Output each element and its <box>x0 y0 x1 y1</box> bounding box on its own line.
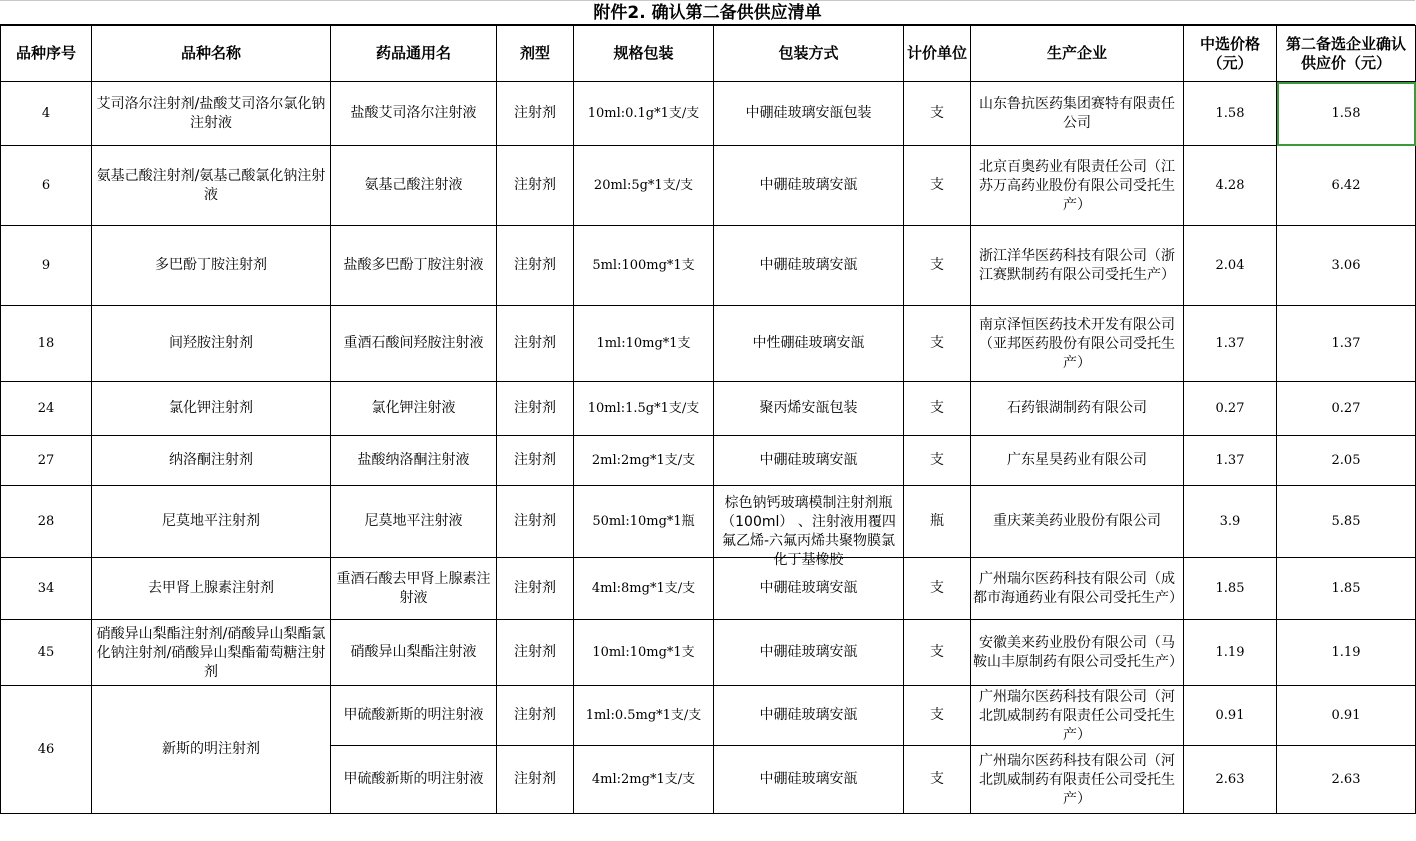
generic-name-cell-text: 盐酸艾司洛尔注射液 <box>350 105 477 121</box>
manufacturer-cell-text: 南京泽恒医药技术开发有限公司 （亚邦医药股份有限公司受托生产） <box>979 316 1175 371</box>
packaging-cell-text: 中硼硅玻璃安瓿 <box>759 257 858 273</box>
item-number-cell[interactable] <box>1 146 92 226</box>
generic-name-cell-text: 盐酸纳洛酮注射液 <box>357 452 470 468</box>
product-name-cell[interactable] <box>92 306 331 382</box>
header-cell[interactable]: 计价单位 <box>904 26 971 82</box>
manufacturer-cell[interactable] <box>971 382 1184 436</box>
no-text: 6 <box>41 178 51 193</box>
name-text: 纳洛酮注射剂 <box>169 452 253 468</box>
backup-price-cell-text: 5.85 <box>1331 514 1361 529</box>
unit-cell-text: 瓶 <box>930 513 944 529</box>
manufacturer-cell[interactable] <box>971 620 1184 686</box>
backup-price-cell-text: 3.06 <box>1331 258 1361 273</box>
unit-cell-text: 支 <box>930 644 944 660</box>
dosage-form-cell[interactable] <box>497 306 574 382</box>
item-number-cell[interactable] <box>1 558 92 620</box>
price-cell-text: 3.9 <box>1219 514 1241 529</box>
unit-cell[interactable] <box>904 82 971 146</box>
generic-name-cell[interactable] <box>331 382 497 436</box>
name-text: 间羟胺注射剂 <box>169 335 253 351</box>
generic-name-cell-text: 氨基己酸注射液 <box>364 177 463 193</box>
backup-price-cell[interactable] <box>1277 436 1416 486</box>
packaging-cell-text: 中硼硅玻璃安瓿 <box>759 644 858 660</box>
unit-cell-text: 支 <box>930 771 944 787</box>
backup-price-cell[interactable] <box>1277 226 1416 306</box>
price-cell[interactable] <box>1184 486 1277 558</box>
dosage-form-cell-text: 注射剂 <box>514 707 556 723</box>
packaging-cell-text: 中硼硅玻璃安瓿包装 <box>745 105 872 121</box>
dosage-form-cell[interactable] <box>497 146 574 226</box>
backup-price-cell[interactable] <box>1277 558 1416 620</box>
spec-cell-text: 50ml:10mg*1瓶 <box>592 514 695 529</box>
packaging-cell[interactable] <box>714 686 904 746</box>
name-text: 艾司洛尔注射剂/盐酸艾司洛尔氯化钠注射液 <box>96 95 326 131</box>
table-row <box>1 486 1416 558</box>
price-cell[interactable] <box>1184 146 1277 226</box>
unit-cell[interactable] <box>904 146 971 226</box>
manufacturer-cell-text: 浙江洋华医药科技有限公司（浙江赛默制药有限公司受托生产） <box>979 247 1175 283</box>
spec-cell[interactable] <box>574 436 714 486</box>
packaging-cell-text: 中性硼硅玻璃安瓿 <box>752 335 865 351</box>
dosage-form-cell-text: 注射剂 <box>514 580 556 596</box>
spec-cell-text: 2ml:2mg*1支/支 <box>591 453 696 468</box>
dosage-form-cell[interactable] <box>497 686 574 746</box>
spec-cell[interactable] <box>574 620 714 686</box>
packaging-cell-text: 中硼硅玻璃安瓿 <box>759 771 858 787</box>
packaging-cell[interactable] <box>714 382 904 436</box>
unit-cell-text: 支 <box>930 105 944 121</box>
dosage-form-cell-text: 注射剂 <box>514 644 556 660</box>
packaging-cell-text: 聚丙烯安瓿包装 <box>759 400 858 416</box>
unit-cell-text: 支 <box>930 452 944 468</box>
spec-cell[interactable] <box>574 486 714 558</box>
price-cell[interactable] <box>1184 746 1277 814</box>
spec-cell-text: 10ml:1.5g*1支/支 <box>587 401 700 416</box>
price-cell[interactable] <box>1184 306 1277 382</box>
price-cell[interactable] <box>1184 620 1277 686</box>
generic-name-cell[interactable] <box>331 146 497 226</box>
no-text: 34 <box>37 581 55 596</box>
unit-cell-text: 支 <box>930 177 944 193</box>
item-number-cell[interactable] <box>1 226 92 306</box>
dosage-form-cell-text: 注射剂 <box>514 105 556 121</box>
spec-cell[interactable] <box>574 226 714 306</box>
header-cell[interactable]: 剂型 <box>497 26 574 82</box>
unit-cell[interactable] <box>904 558 971 620</box>
backup-price-cell-text: 1.58 <box>1331 106 1361 121</box>
dosage-form-cell[interactable] <box>497 226 574 306</box>
table-row <box>1 558 1416 620</box>
item-number-cell[interactable] <box>1 686 92 814</box>
backup-price-cell-text: 1.85 <box>1331 581 1361 596</box>
item-number-cell[interactable] <box>1 620 92 686</box>
no-text: 9 <box>41 258 51 273</box>
generic-name-cell[interactable] <box>331 686 497 746</box>
dosage-form-cell-text: 注射剂 <box>514 452 556 468</box>
price-cell-text: 1.19 <box>1215 645 1245 660</box>
unit-cell-text: 支 <box>930 707 944 723</box>
generic-name-cell[interactable] <box>331 746 497 814</box>
spec-cell-text: 10ml:0.1g*1支/支 <box>587 106 700 121</box>
backup-price-cell-text: 2.05 <box>1331 453 1361 468</box>
packaging-cell[interactable] <box>714 226 904 306</box>
packaging-cell[interactable] <box>714 306 904 382</box>
price-cell[interactable] <box>1184 558 1277 620</box>
no-text: 18 <box>37 336 55 351</box>
generic-name-cell-text: 甲硫酸新斯的明注射液 <box>343 707 484 723</box>
manufacturer-cell-text: 广东星昊药业有限公司 <box>1007 452 1147 468</box>
header-cell[interactable]: 品种序号 <box>1 26 92 82</box>
packaging-cell-text: 中硼硅玻璃安瓿 <box>759 580 858 596</box>
manufacturer-cell-text: 北京百奥药业有限责任公司（江苏万高药业股份有限公司受托生产） <box>979 158 1175 213</box>
manufacturer-cell[interactable] <box>971 746 1184 814</box>
item-number-cell[interactable] <box>1 436 92 486</box>
dosage-form-cell-text: 注射剂 <box>514 177 556 193</box>
packaging-cell[interactable] <box>714 746 904 814</box>
packaging-cell[interactable] <box>714 82 904 146</box>
generic-name-cell-text: 氯化钾注射液 <box>371 400 456 416</box>
price-cell-text: 2.63 <box>1215 772 1245 787</box>
spec-cell-text: 4ml:8mg*1支/支 <box>591 581 696 596</box>
product-name-cell[interactable] <box>92 620 331 686</box>
product-name-cell[interactable] <box>92 382 331 436</box>
dosage-form-cell[interactable] <box>497 382 574 436</box>
no-text: 28 <box>37 514 55 529</box>
packaging-cell-text: 中硼硅玻璃安瓿 <box>759 177 858 193</box>
spec-cell[interactable] <box>574 558 714 620</box>
dosage-form-cell[interactable] <box>497 746 574 814</box>
packaging-cell[interactable] <box>714 146 904 226</box>
header-cell[interactable]: 第二备选企业确认供应价（元） <box>1277 26 1416 82</box>
no-text: 45 <box>37 645 55 660</box>
name-text: 硝酸异山梨酯注射剂/硝酸异山梨酯氯化钠注射剂/硝酸异山梨酯葡萄糖注射剂 <box>96 625 326 680</box>
packaging-cell[interactable] <box>714 486 904 568</box>
table-row <box>1 436 1416 486</box>
manufacturer-cell-text: 石药银湖制药有限公司 <box>1007 400 1147 416</box>
price-cell-text: 1.37 <box>1215 336 1245 351</box>
spec-cell-text: 10ml:10mg*1支 <box>592 645 695 660</box>
manufacturer-cell[interactable] <box>971 486 1184 558</box>
header-cell[interactable]: 包装方式 <box>714 26 904 82</box>
product-name-cell[interactable] <box>92 226 331 306</box>
manufacturer-cell-text: 广州瑞尔医药科技有限公司（成都市海通药业有限公司受托生产） <box>973 570 1183 606</box>
manufacturer-cell-text: 安徽美来药业股份有限公司（马鞍山丰原制药有限公司受托生产） <box>973 634 1183 670</box>
table-row <box>1 226 1416 306</box>
dosage-form-cell-text: 注射剂 <box>514 513 556 529</box>
backup-price-cell-text: 6.42 <box>1331 178 1361 193</box>
backup-price-cell-text: 0.27 <box>1331 401 1361 416</box>
backup-price-cell-text: 0.91 <box>1331 708 1361 723</box>
unit-cell-text: 支 <box>930 580 944 596</box>
header-cell[interactable]: 中选价格（元） <box>1184 26 1277 82</box>
item-number-cell[interactable] <box>1 82 92 146</box>
packaging-cell-text: 棕色钠钙玻璃模制注射剂瓶 （100ml） 、注射液用覆四氟乙烯-六氟丙烯共聚物膜氯化丁基橡胶 <box>721 494 896 568</box>
no-text: 46 <box>37 742 55 757</box>
manufacturer-cell[interactable] <box>971 226 1184 306</box>
price-cell[interactable] <box>1184 436 1277 486</box>
name-text: 新斯的明注射剂 <box>162 741 260 757</box>
unit-cell[interactable] <box>904 436 971 486</box>
packaging-cell[interactable] <box>714 436 904 486</box>
spec-cell[interactable] <box>574 746 714 814</box>
no-text: 27 <box>37 453 55 468</box>
name-text: 氯化钾注射剂 <box>169 400 253 416</box>
table-row <box>1 620 1416 686</box>
generic-name-cell[interactable] <box>331 306 497 382</box>
no-text: 24 <box>37 401 55 416</box>
spec-cell[interactable] <box>574 146 714 226</box>
dosage-form-cell[interactable] <box>497 558 574 620</box>
unit-cell[interactable] <box>904 382 971 436</box>
price-cell-text: 0.91 <box>1215 708 1245 723</box>
backup-price-cell[interactable] <box>1277 620 1416 686</box>
product-name-cell[interactable] <box>92 146 331 226</box>
item-number-cell[interactable] <box>1 306 92 382</box>
packaging-cell-text: 中硼硅玻璃安瓿 <box>759 452 858 468</box>
backup-price-cell[interactable] <box>1277 82 1416 146</box>
generic-name-cell[interactable] <box>331 558 497 620</box>
name-text: 多巴酚丁胺注射剂 <box>155 257 267 273</box>
dosage-form-cell[interactable] <box>497 82 574 146</box>
price-cell-text: 4.28 <box>1215 178 1245 193</box>
price-cell-text: 1.58 <box>1215 106 1245 121</box>
manufacturer-cell-text: 山东鲁抗医药集团赛特有限责任公司 <box>979 95 1175 131</box>
generic-name-cell-text: 尼莫地平注射液 <box>364 513 463 529</box>
backup-price-cell[interactable] <box>1277 686 1416 746</box>
price-cell[interactable] <box>1184 686 1277 746</box>
manufacturer-cell[interactable] <box>971 306 1184 382</box>
generic-name-cell-text: 重酒石酸间羟胺注射液 <box>343 335 484 351</box>
product-name-cell[interactable] <box>92 486 331 558</box>
name-text: 去甲肾上腺素注射剂 <box>148 580 274 596</box>
manufacturer-cell-text: 广州瑞尔医药科技有限公司（河北凯威制药有限责任公司受托生产） <box>979 688 1175 743</box>
price-cell-text: 2.04 <box>1215 258 1245 273</box>
dosage-form-cell-text: 注射剂 <box>514 257 556 273</box>
manufacturer-cell[interactable] <box>971 82 1184 146</box>
product-name-cell[interactable] <box>92 558 331 620</box>
unit-cell-text: 支 <box>930 257 944 273</box>
spec-cell-text: 5ml:100mg*1支 <box>592 258 695 273</box>
generic-name-cell-text: 盐酸多巴酚丁胺注射液 <box>343 257 484 273</box>
backup-price-cell[interactable] <box>1277 746 1416 814</box>
manufacturer-cell[interactable] <box>971 146 1184 226</box>
product-name-cell[interactable] <box>92 686 331 814</box>
name-text: 尼莫地平注射剂 <box>162 513 260 529</box>
backup-price-cell[interactable] <box>1277 382 1416 436</box>
unit-cell[interactable] <box>904 686 971 746</box>
header-cell[interactable]: 规格包装 <box>574 26 714 82</box>
supply-table <box>0 25 1416 814</box>
product-name-cell[interactable] <box>92 436 331 486</box>
generic-name-cell[interactable] <box>331 226 497 306</box>
name-text: 氨基己酸注射剂/氨基己酸氯化钠注射液 <box>96 167 326 203</box>
backup-price-cell[interactable] <box>1277 306 1416 382</box>
dosage-form-cell-text: 注射剂 <box>514 335 556 351</box>
unit-cell[interactable] <box>904 226 971 306</box>
spec-cell-text: 4ml:2mg*1支/支 <box>591 772 696 787</box>
spec-cell[interactable] <box>574 82 714 146</box>
header-cell[interactable]: 生产企业 <box>971 26 1184 82</box>
backup-price-cell-text: 1.37 <box>1331 336 1361 351</box>
dosage-form-cell-text: 注射剂 <box>514 771 556 787</box>
generic-name-cell-text: 重酒石酸去甲肾上腺素注射液 <box>336 570 491 606</box>
sheet-title: 附件2. 确认第二备供供应清单 <box>0 0 1415 25</box>
generic-name-cell-text: 甲硫酸新斯的明注射液 <box>343 771 484 787</box>
header-row <box>1 26 1416 82</box>
packaging-cell-text: 中硼硅玻璃安瓿 <box>759 707 858 723</box>
backup-price-cell[interactable] <box>1277 146 1416 226</box>
table-row <box>1 382 1416 436</box>
spec-cell-text: 1ml:0.5mg*1支/支 <box>585 708 702 723</box>
table-row <box>1 306 1416 382</box>
spec-cell[interactable] <box>574 382 714 436</box>
generic-name-cell[interactable] <box>331 82 497 146</box>
price-cell-text: 0.27 <box>1215 401 1245 416</box>
header-cell[interactable]: 药品通用名 <box>331 26 497 82</box>
unit-cell[interactable] <box>904 746 971 814</box>
backup-price-cell[interactable] <box>1277 486 1416 558</box>
unit-cell-text: 支 <box>930 335 944 351</box>
price-cell[interactable] <box>1184 226 1277 306</box>
manufacturer-cell[interactable] <box>971 686 1184 746</box>
dosage-form-cell[interactable] <box>497 436 574 486</box>
generic-name-cell-text: 硝酸异山梨酯注射液 <box>350 644 477 660</box>
backup-price-cell-text: 1.19 <box>1331 645 1361 660</box>
dosage-form-cell-text: 注射剂 <box>514 400 556 416</box>
price-cell[interactable] <box>1184 82 1277 146</box>
price-cell-text: 1.85 <box>1215 581 1245 596</box>
generic-name-cell[interactable] <box>331 620 497 686</box>
table-row <box>1 82 1416 146</box>
price-cell-text: 1.37 <box>1215 453 1245 468</box>
item-number-cell[interactable] <box>1 486 92 558</box>
no-text: 4 <box>41 106 51 121</box>
unit-cell[interactable] <box>904 620 971 686</box>
spec-cell[interactable] <box>574 306 714 382</box>
dosage-form-cell[interactable] <box>497 486 574 558</box>
unit-cell[interactable] <box>904 306 971 382</box>
spec-cell-text: 20ml:5g*1支/支 <box>593 178 694 193</box>
table-row <box>1 686 1416 746</box>
spec-cell[interactable] <box>574 686 714 746</box>
backup-price-cell-text: 2.63 <box>1331 772 1361 787</box>
header-cell[interactable]: 品种名称 <box>92 26 331 82</box>
manufacturer-cell[interactable] <box>971 558 1184 620</box>
item-number-cell[interactable] <box>1 382 92 436</box>
spec-cell-text: 1ml:10mg*1支 <box>596 336 691 351</box>
table-row <box>1 146 1416 226</box>
product-name-cell[interactable] <box>92 82 331 146</box>
generic-name-cell[interactable] <box>331 436 497 486</box>
generic-name-cell[interactable] <box>331 486 497 558</box>
manufacturer-cell-text: 重庆莱美药业股份有限公司 <box>993 513 1161 529</box>
price-cell[interactable] <box>1184 382 1277 436</box>
dosage-form-cell[interactable] <box>497 620 574 686</box>
packaging-cell[interactable] <box>714 620 904 686</box>
manufacturer-cell[interactable] <box>971 436 1184 486</box>
unit-cell[interactable] <box>904 486 971 558</box>
unit-cell-text: 支 <box>930 400 944 416</box>
manufacturer-cell-text: 广州瑞尔医药科技有限公司（河北凯威制药有限责任公司受托生产） <box>979 752 1175 807</box>
